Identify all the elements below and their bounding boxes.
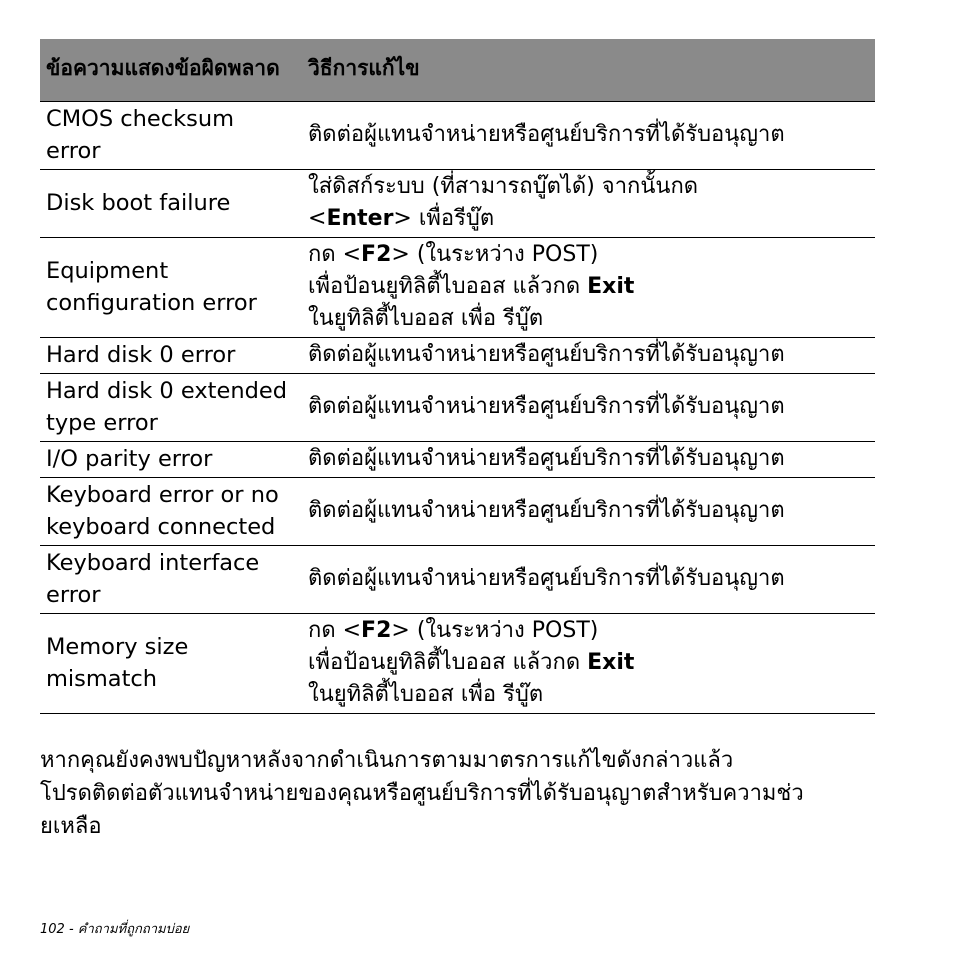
note-line: หากคุณยังคงพบปัญหาหลังจากดำเนินการตามมาตรการแก้ไขดังกล่าวแล้ว	[40, 748, 734, 773]
note-line: ยเหลือ	[40, 814, 102, 839]
solution-cell	[302, 545, 875, 613]
key-f2: F2	[361, 241, 392, 267]
error-message-cell	[40, 477, 302, 545]
error-message-cell	[40, 169, 302, 237]
footer-separator: -	[64, 922, 78, 937]
table-row	[40, 545, 875, 613]
error-message-line: Hard disk 0 error	[46, 341, 236, 368]
solution-text: ติดต่อผู้แทนจำหน่ายหรือศูนย์บริการที่ได้รับอนุญาต	[308, 497, 785, 523]
error-message-line: mismatch	[46, 665, 158, 692]
solution-line: ใส่ดิสก์ระบบ (ที่สามารถบู๊ตได้) จากนั้นกด	[308, 173, 699, 199]
error-message-line: Keyboard interface	[46, 549, 260, 576]
error-message-table	[40, 39, 875, 714]
key-f2: F2	[361, 617, 392, 643]
solution-line	[308, 271, 869, 303]
table-header-row	[40, 39, 875, 101]
solution-text: ติดต่อผู้แทนจำหน่ายหรือศูนย์บริการที่ได้รับอนุญาต	[308, 121, 785, 147]
solution-line: กด <F2> (ในระหว่าง POST)	[308, 241, 599, 267]
page-number: 102	[40, 922, 65, 937]
error-message-cell	[40, 441, 302, 477]
error-message-cell	[40, 545, 302, 613]
solution-text: (ในระหว่าง POST)	[416, 617, 599, 643]
table-row	[40, 169, 875, 237]
table-row	[40, 613, 875, 713]
error-message-cell	[40, 237, 302, 337]
solution-text: ติดต่อผู้แทนจำหน่ายหรือศูนย์บริการที่ได้รับอนุญาต	[308, 341, 785, 367]
error-message-line: Memory size	[46, 633, 189, 660]
solution-text: ติดต่อผู้แทนจำหน่ายหรือศูนย์บริการที่ได้รับอนุญาต	[308, 393, 785, 419]
error-message-line: configuration error	[46, 289, 257, 316]
solution-text: ติดต่อผู้แทนจำหน่ายหรือศูนย์บริการที่ได้รับอนุญาต	[308, 565, 785, 591]
error-message-line: Disk boot failure	[46, 189, 231, 216]
solution-text: เพื่อป้อนยูทิลิตี้ไบออส แล้วกด	[308, 273, 581, 299]
error-message-line: keyboard connected	[46, 513, 276, 540]
solution-text: เพื่อป้อนยูทิลิตี้ไบออส แล้วกด	[308, 649, 581, 675]
solution-text: กด	[308, 241, 336, 267]
solution-text: (ในระหว่าง POST)	[416, 241, 599, 267]
solution-cell	[302, 101, 875, 169]
solution-line	[308, 647, 869, 679]
header-solution: วิธีการแก้ไข	[302, 39, 875, 101]
solution-line: <Enter> เพื่อรีบู๊ต	[308, 205, 495, 231]
table-body	[40, 101, 875, 713]
solution-line: กด <F2> (ในระหว่าง POST)	[308, 617, 599, 643]
error-message-line: type error	[46, 409, 158, 436]
error-message-line: Keyboard error or no	[46, 481, 279, 508]
error-message-cell	[40, 613, 302, 713]
solution-cell	[302, 169, 875, 237]
table-row	[40, 237, 875, 337]
solution-text: ติดต่อผู้แทนจำหน่ายหรือศูนย์บริการที่ได้รับอนุญาต	[308, 445, 785, 471]
table-row	[40, 337, 875, 373]
error-message-line: Equipment	[46, 257, 169, 284]
solution-cell	[302, 613, 875, 713]
error-message-line: Hard disk 0 extended	[46, 377, 287, 404]
key-exit: Exit	[587, 273, 635, 299]
error-message-cell	[40, 337, 302, 373]
key-exit: Exit	[587, 649, 635, 675]
table-row	[40, 101, 875, 169]
note-line: โปรดติดต่อตัวแทนจำหน่ายของคุณหรือศูนย์บริการที่ได้รับอนุญาตสำหรับความช่ว	[40, 781, 804, 806]
solution-line: ในยูทิลิตี้ไบออส เพื่อ รีบู๊ต	[308, 681, 544, 707]
table-row	[40, 477, 875, 545]
error-message-cell	[40, 101, 302, 169]
key-enter: Enter	[326, 205, 394, 231]
page-footer	[40, 918, 189, 939]
table-row	[40, 441, 875, 477]
solution-cell	[302, 441, 875, 477]
header-error-message: ข้อความแสดงข้อผิดพลาด	[40, 39, 302, 101]
error-message-cell	[40, 373, 302, 441]
solution-cell	[302, 237, 875, 337]
solution-cell	[302, 477, 875, 545]
error-message-line: I/O parity error	[46, 445, 213, 472]
solution-text: เพื่อรีบู๊ต	[418, 205, 495, 231]
error-message-line: error	[46, 581, 101, 608]
section-title: คำถามที่ถูกถามบ่อย	[77, 922, 190, 937]
solution-line: ในยูทิลิตี้ไบออส เพื่อ รีบู๊ต	[308, 305, 544, 331]
solution-text: กด	[308, 617, 336, 643]
troubleshooting-note	[40, 744, 910, 843]
error-message-line: CMOS checksum	[46, 105, 235, 132]
table-row	[40, 373, 875, 441]
error-message-line: error	[46, 137, 101, 164]
solution-cell	[302, 373, 875, 441]
solution-cell	[302, 337, 875, 373]
